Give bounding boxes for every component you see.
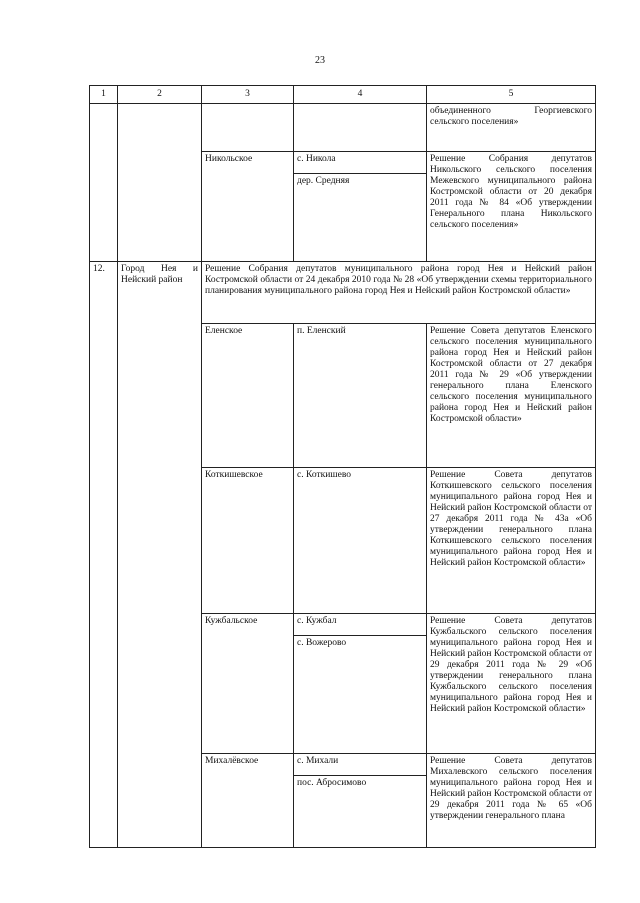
column-header: 5 [427,86,596,104]
place-name: п. Еленский [294,324,427,468]
row-number-cell [90,104,118,262]
settlement-name: Никольское [202,152,294,262]
decision-cell: Решение Совета депутатов Коткишевского сельского поселения муниципального района город Нея и Нейский район Костромской области от 27 декабря 2011 года № 43а «Об утверждении генерального плана Коткишевского сельского поселения муниципального района город Нея и Нейский район Костромской области» [427,468,596,614]
column-header: 1 [90,86,118,104]
place-cell [294,104,427,152]
district-name: Город Нея и Нейский район [118,262,202,848]
settlements-table [89,85,596,848]
district-cell [118,104,202,262]
decision-cell: Решение Совета депутатов Михалевского сельского поселения муниципального района город Нея и Нейский район Костромской области от 29 декабря 2011 года № 65 «Об утверждении генерального плана [427,754,596,848]
settlement-name: Михалёвское [202,754,294,848]
settlement-name: Кужбальское [202,614,294,754]
decision-cell: Решение Собрания депутатов Никольского сельского поселения Межевского муниципального района Костромской области от 20 декабря 2011 года № 84 «Об утверждении Генерального плана Никольского сельского поселения» [427,152,596,262]
place-name: с. Михали [294,754,427,776]
settlement-cell [202,104,294,152]
decision-cell: объединенного Георгиевского сельского поселения» [427,104,596,152]
place-name: с. Коткишево [294,468,427,614]
page-number: 23 [315,55,325,66]
settlement-name: Коткишевское [202,468,294,614]
place-name: с. Кужбал [294,614,427,636]
place-name: с. Вожерово [294,636,427,754]
row-number: 12. [90,262,118,848]
decision-cell: Решение Совета депутатов Еленского сельского поселения муниципального района город Нея и Нейский район Костромской области от 27 декабря 2011 года № 29 «Об утверждении генерального плана Еленского сельского поселения муниципального района город Нея и Нейский район Костромской области» [427,324,596,468]
column-header: 2 [118,86,202,104]
table-header-row [90,86,596,104]
table-row [90,104,596,152]
settlement-name: Еленское [202,324,294,468]
decision-cell: Решение Совета депутатов Кужбальского сельского поселения муниципального района город Нея и Нейский район Костромской области от 29 декабря 2011 года № 29 «Об утверждении генерального плана Кужбальского сельского поселения муниципального района город Нея и Нейский район Костромской области» [427,614,596,754]
column-header: 3 [202,86,294,104]
place-name: пос. Абросимово [294,776,427,848]
district-decision: Решение Собрания депутатов муниципального района город Нея и Нейский район Костромской области от 24 декабря 2010 года № 28 «Об утверждении схемы территориального планирования муниципального района город Нея и Нейский район Костромской области» [202,262,596,324]
table-row [90,262,596,324]
place-name: дер. Средняя [294,174,427,262]
place-name: с. Никола [294,152,427,174]
column-header: 4 [294,86,427,104]
